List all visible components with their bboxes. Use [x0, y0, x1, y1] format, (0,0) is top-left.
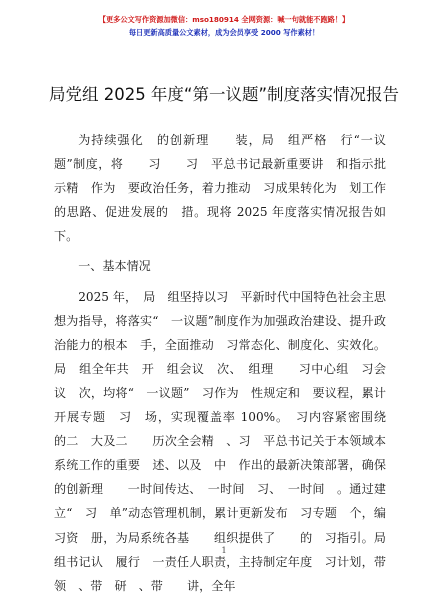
document-title: 局党组 2025 年度“第一议题”制度落实情况报告: [48, 85, 400, 104]
promo-line-blue: 每日更新高质量公文素材，成为会员享受 2000 写作素材！: [128, 28, 320, 37]
intro-paragraph: 为持续强化 的创新理 装，局 组严格 行“一议题”制度，将 习 习 平总书记最新重要讲 和指示批示精 作为 要政治任务，着力推动 习成果转化为 划工作的思路、促进发展的 措。现将 2025 年度落实情况报告如下。: [54, 133, 386, 244]
page-number: 1: [221, 546, 227, 555]
promo-line-red: 【更多公文写作资源加微信：mso180914 全网资源：喊一句就能不跑路！】: [98, 15, 350, 24]
body-paragraph: 2025 年， 局 组坚持以习 平新时代中国特色社会主思想为指导，将落实“ 一议题”制度作为加强政治建设、提升政治能力的根本 手，全面推动 习常态化、制度化、实效化。局 组全年共 开 组会议 次、 组理 习中心组 习会议 次，均将“ 一议题” 习作为 性规定和 要议程，累计开展专题 习 场，实现覆盖率 100%。 习内容紧密围绕 的二 大及二 历次全会精 、习 平总书记关于本领域本系统工作的重要 述、以及 中 作出的最新决策部署，确保 的创新理 一时间传达、 一时间 习、 一时间 。通过建立“ 习 单”动态管理机制，累计更新发布 习专题 个，编 习资 册，为局系统各基 组织提供了 的 习指引。局 组书记认 履行 一责任人职责，主持制定年度 习计划，带 领 、带 研 、带 讲，全年: [54, 289, 411, 593]
document-body: [54, 128, 411, 598]
section-heading: 一、基本情况: [78, 259, 151, 274]
